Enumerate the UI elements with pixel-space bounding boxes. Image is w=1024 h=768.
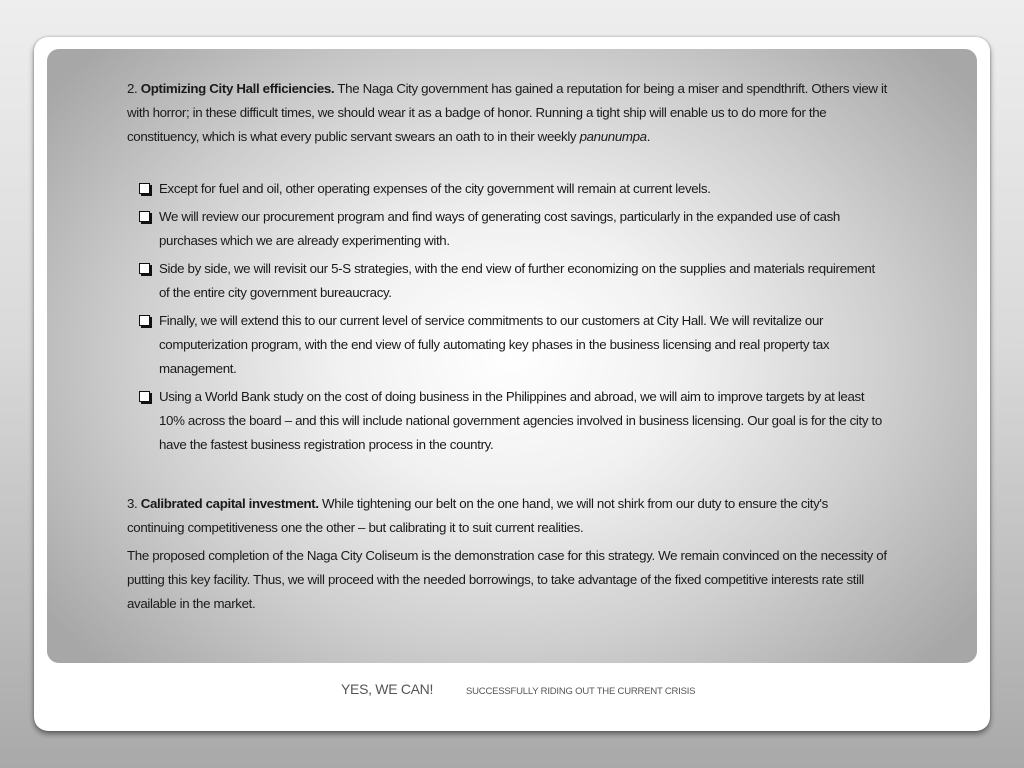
footer-title: YES, WE CAN! [341,681,434,697]
list-item [127,177,887,201]
list-item [127,385,887,457]
checkbox-bullet-icon [139,211,150,222]
section-2-number: 2. [127,81,138,96]
list-item [127,257,887,305]
checkbox-bullet-icon [139,391,150,402]
list-item-text: Except for fuel and oil, other operating expenses of the city government will remain at current levels. [159,181,711,196]
footer-subtitle: SUCCESSFULLY RIDING OUT THE CURRENT CRISIS [466,686,696,697]
slide-card [34,37,990,731]
section-3-heading: Calibrated capital investment. [140,496,319,511]
slide-body [127,77,887,616]
list-item-text: Using a World Bank study on the cost of doing business in the Philippines and abroad, we will aim to improve targets by at least 10% across the board – and this will include national government agencies involved in business licensing. Our goal is for the city to have the fastest business registration process in the country. [159,389,882,452]
section-3-body: While tightening our belt on the one hand, we will not shirk from our duty to ensure the city's continuing competitiveness one the other – but calibrating it to suit current realities. [127,496,828,535]
list-item [127,309,887,381]
checkbox-bullet-icon [139,263,150,274]
section-2-italic-word: panunumpa [579,129,647,144]
checkbox-bullet-icon [139,183,150,194]
list-item-text: We will review our procurement program and find ways of generating cost savings, particularly in the expanded use of cash purchases which we are already experimenting with. [159,209,840,248]
section-3-paragraph-2: The proposed completion of the Naga City Coliseum is the demonstration case for this strategy. We remain convinced on the necessity of putting this key facility. Thus, we will proceed with the needed borrowings, to take advantage of the fixed competitive interests rate still available in the market. [127,548,887,611]
spacer [127,461,887,492]
section-2-paragraph [127,77,887,149]
section-3-paragraph [127,492,887,540]
list-item [127,205,887,253]
list-item-text: Finally, we will extend this to our current level of service commitments to our customers at City Hall. We will revitalize our computerization program, with the end view of fully automating key phases in the business licensing and real property tax management. [159,313,830,376]
section-2-body: The Naga City government has gained a reputation for being a miser and spendthrift. Others view it with horror; in these difficult times, we should wear it as a badge of honor. Running a tight ship will enable us to do more for the constituency, which is what every public servant swears an oath to in their weekly [127,81,887,144]
bullet-list [127,177,887,457]
spacer [127,149,887,177]
section-2-end-punct: . [646,129,651,144]
list-item-text: Side by side, we will revisit our 5-S strategies, with the end view of further economizing on the supplies and materials requirement of the entire city government bureaucracy. [159,261,875,300]
section-2-heading: Optimizing City Hall efficiencies. [140,81,335,96]
checkbox-bullet-icon [139,315,150,326]
content-panel [47,49,977,663]
section-3-number: 3. [127,496,138,511]
